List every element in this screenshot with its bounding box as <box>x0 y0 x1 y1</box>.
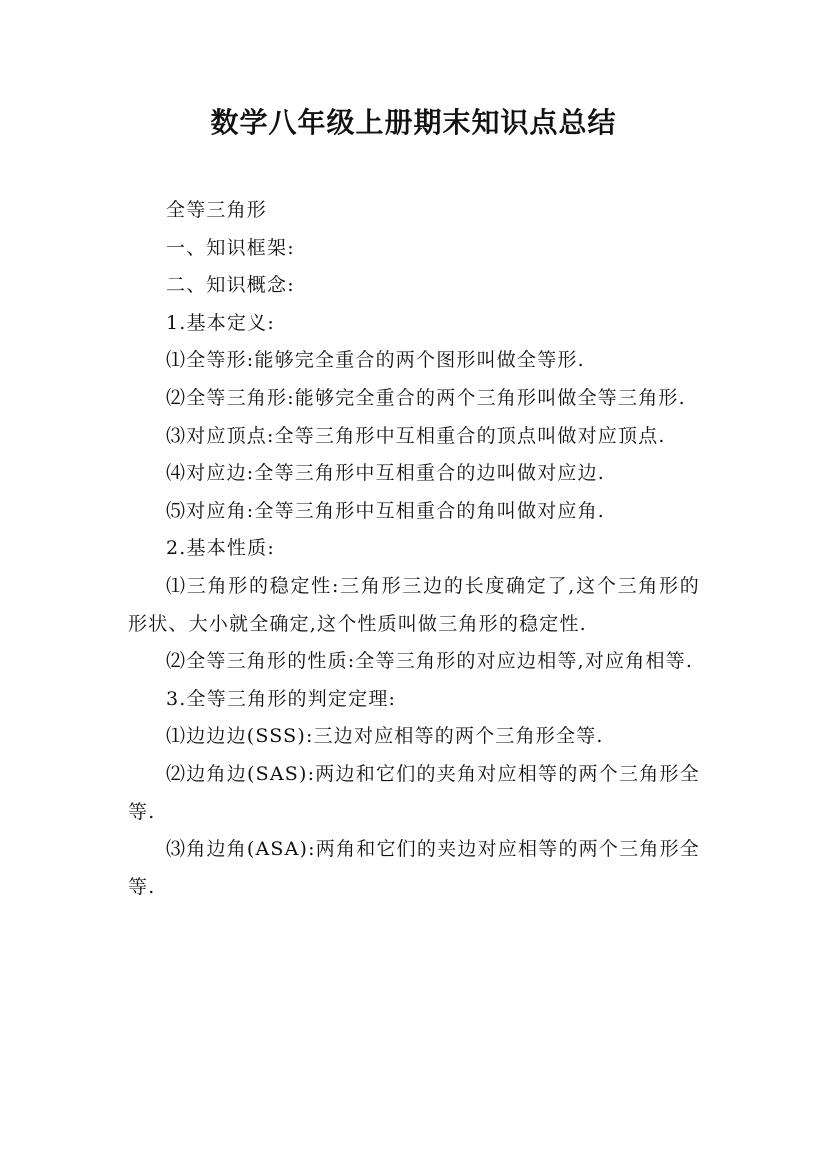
paragraph: 一、知识框架: <box>166 236 295 259</box>
paragraph: ⑵全等三角形的性质:全等三角形的对应边相等,对应角相等. <box>166 650 694 673</box>
paragraph: 3.全等三角形的判定定理: <box>166 687 397 710</box>
paragraph: 二、知识概念: <box>166 274 295 297</box>
paragraph: ⑵全等三角形:能够完全重合的两个三角形叫做全等三角形. <box>166 386 686 409</box>
document-title: 数学八年级上册期末知识点总结 <box>210 106 617 139</box>
paragraph: 2.基本性质: <box>166 537 275 560</box>
paragraph: ⑴全等形:能够完全重合的两个图形叫做全等形. <box>166 349 585 372</box>
paragraph: 1.基本定义: <box>166 311 275 334</box>
paragraph: ⑸对应角:全等三角形中互相重合的角叫做对应角. <box>166 499 606 522</box>
section-heading: 全等三角形 <box>166 199 268 221</box>
document-body <box>128 192 700 906</box>
paragraph: ⑷对应边:全等三角形中互相重合的边叫做对应边. <box>166 462 606 485</box>
paragraph: ⑶对应顶点:全等三角形中互相重合的顶点叫做对应顶点. <box>166 424 666 447</box>
paragraph: ⑶角边角(ASA):两角和它们的夹边对应相等的两个三角形全等. <box>128 838 700 898</box>
paragraph: ⑴三角形的稳定性:三角形三边的长度确定了,这个三角形的形状、大小就全确定,这个性质叫做三角形的稳定性. <box>128 574 700 635</box>
paragraph: ⑵边角边(SAS):两边和它们的夹角对应相等的两个三角形全等. <box>128 762 700 823</box>
paragraph: ⑴边边边(SSS):三边对应相等的两个三角形全等. <box>166 725 604 748</box>
